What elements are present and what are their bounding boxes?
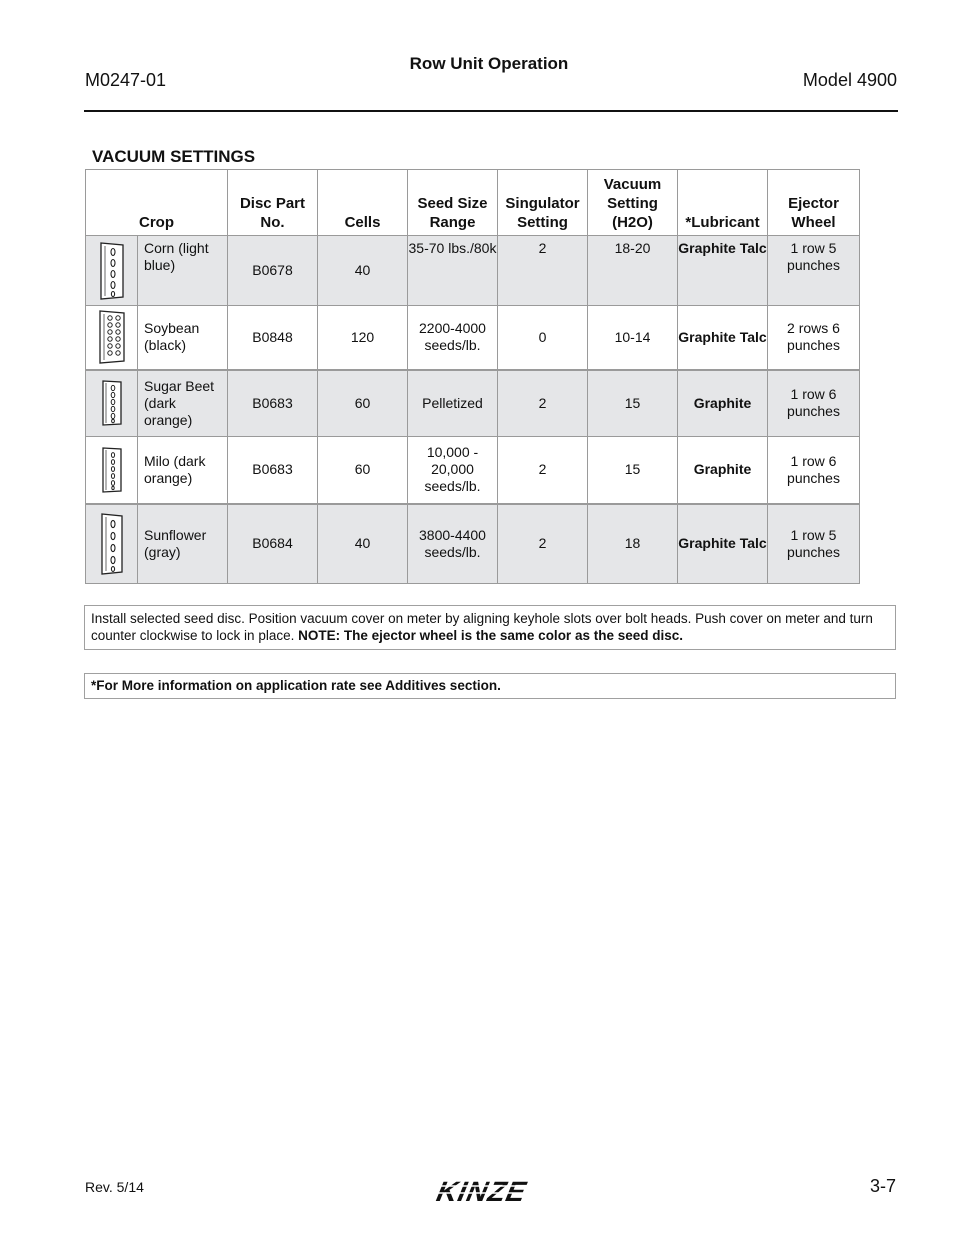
crop-name: Corn (light blue) xyxy=(138,236,228,306)
column-header: Vacuum Setting (H2O) xyxy=(588,170,678,236)
column-header: *Lubricant xyxy=(678,170,768,236)
cells-count: 120 xyxy=(318,306,408,370)
ejector-wheel: 1 row 5 punches xyxy=(768,504,860,584)
crop-name: Sugar Beet (dark orange) xyxy=(138,370,228,437)
header-rule xyxy=(84,110,898,112)
part-number: B0683 xyxy=(228,437,318,504)
vacuum-setting: 10-14 xyxy=(588,306,678,370)
install-note-bold: NOTE: The ejector wheel is the same color as the seed disc. xyxy=(298,628,683,643)
additives-footnote: *For More information on application rate see Additives section. xyxy=(84,673,896,699)
cells-count: 60 xyxy=(318,437,408,504)
seed-size: 10,000 - 20,000 seeds/lb. xyxy=(408,437,498,504)
vacuum-setting: 18 xyxy=(588,504,678,584)
table-header-row xyxy=(86,170,860,236)
kinze-logo-text: KINZE xyxy=(431,1176,533,1206)
ejector-wheel: 1 row 6 punches xyxy=(768,370,860,437)
table-row xyxy=(86,504,860,584)
revision-label: Rev. 5/14 xyxy=(85,1179,144,1195)
column-header: Ejector Wheel xyxy=(768,170,860,236)
part-number: B0678 xyxy=(228,236,318,306)
part-number: B0684 xyxy=(228,504,318,584)
column-header: Disc Part No. xyxy=(228,170,318,236)
milo-disc-icon xyxy=(86,437,138,504)
page-number: 3-7 xyxy=(869,1176,896,1196)
singulator-setting: 2 xyxy=(498,236,588,306)
part-number: B0848 xyxy=(228,306,318,370)
corn-disc-icon xyxy=(86,236,138,306)
kinze-logo xyxy=(430,1176,552,1211)
lubricant: Graphite Talc xyxy=(678,306,768,370)
doc-number: M0247-01 xyxy=(85,70,167,90)
table-row xyxy=(86,306,860,370)
singulator-setting: 2 xyxy=(498,504,588,584)
table-row xyxy=(86,437,860,504)
column-header: Cells xyxy=(318,170,408,236)
lubricant: Graphite xyxy=(678,437,768,504)
lubricant: Graphite xyxy=(678,370,768,437)
model-label: Model 4900 xyxy=(802,70,897,90)
column-header: Crop xyxy=(86,170,228,236)
section-title: VACUUM SETTINGS xyxy=(92,147,256,166)
ejector-wheel: 2 rows 6 punches xyxy=(768,306,860,370)
vacuum-setting: 15 xyxy=(588,370,678,437)
vacuum-setting: 15 xyxy=(588,437,678,504)
seed-size: 35-70 lbs./80k xyxy=(408,236,498,306)
soybean-disc-icon xyxy=(86,306,138,370)
table-row xyxy=(86,236,860,306)
seed-size: Pelletized xyxy=(408,370,498,437)
install-note xyxy=(84,605,896,650)
table-row xyxy=(86,370,860,437)
cells-count: 60 xyxy=(318,370,408,437)
seed-size: 2200-4000 seeds/lb. xyxy=(408,306,498,370)
sugar-beet-disc-icon xyxy=(86,370,138,437)
singulator-setting: 0 xyxy=(498,306,588,370)
seed-size: 3800-4400 seeds/lb. xyxy=(408,504,498,584)
column-header: Seed Size Range xyxy=(408,170,498,236)
ejector-wheel: 1 row 5 punches xyxy=(768,236,860,306)
column-header: Singulator Setting xyxy=(498,170,588,236)
vacuum-settings-table xyxy=(85,169,860,584)
lubricant: Graphite Talc xyxy=(678,236,768,306)
singulator-setting: 2 xyxy=(498,437,588,504)
install-note-text: Install selected seed disc. Position vacuum cover on meter by aligning keyhole slots over bolt heads. Push cover on meter and turn counter clockwise to lock in place. xyxy=(91,611,873,643)
cells-count: 40 xyxy=(318,504,408,584)
ejector-wheel: 1 row 6 punches xyxy=(768,437,860,504)
crop-name: Sunflower (gray) xyxy=(138,504,228,584)
part-number: B0683 xyxy=(228,370,318,437)
crop-name: Milo (dark orange) xyxy=(138,437,228,504)
cells-count: 40 xyxy=(318,236,408,306)
section-header: Row Unit Operation xyxy=(409,54,569,73)
lubricant: Graphite Talc xyxy=(678,504,768,584)
sunflower-disc-icon xyxy=(86,504,138,584)
singulator-setting: 2 xyxy=(498,370,588,437)
vacuum-setting: 18-20 xyxy=(588,236,678,306)
crop-name: Soybean (black) xyxy=(138,306,228,370)
